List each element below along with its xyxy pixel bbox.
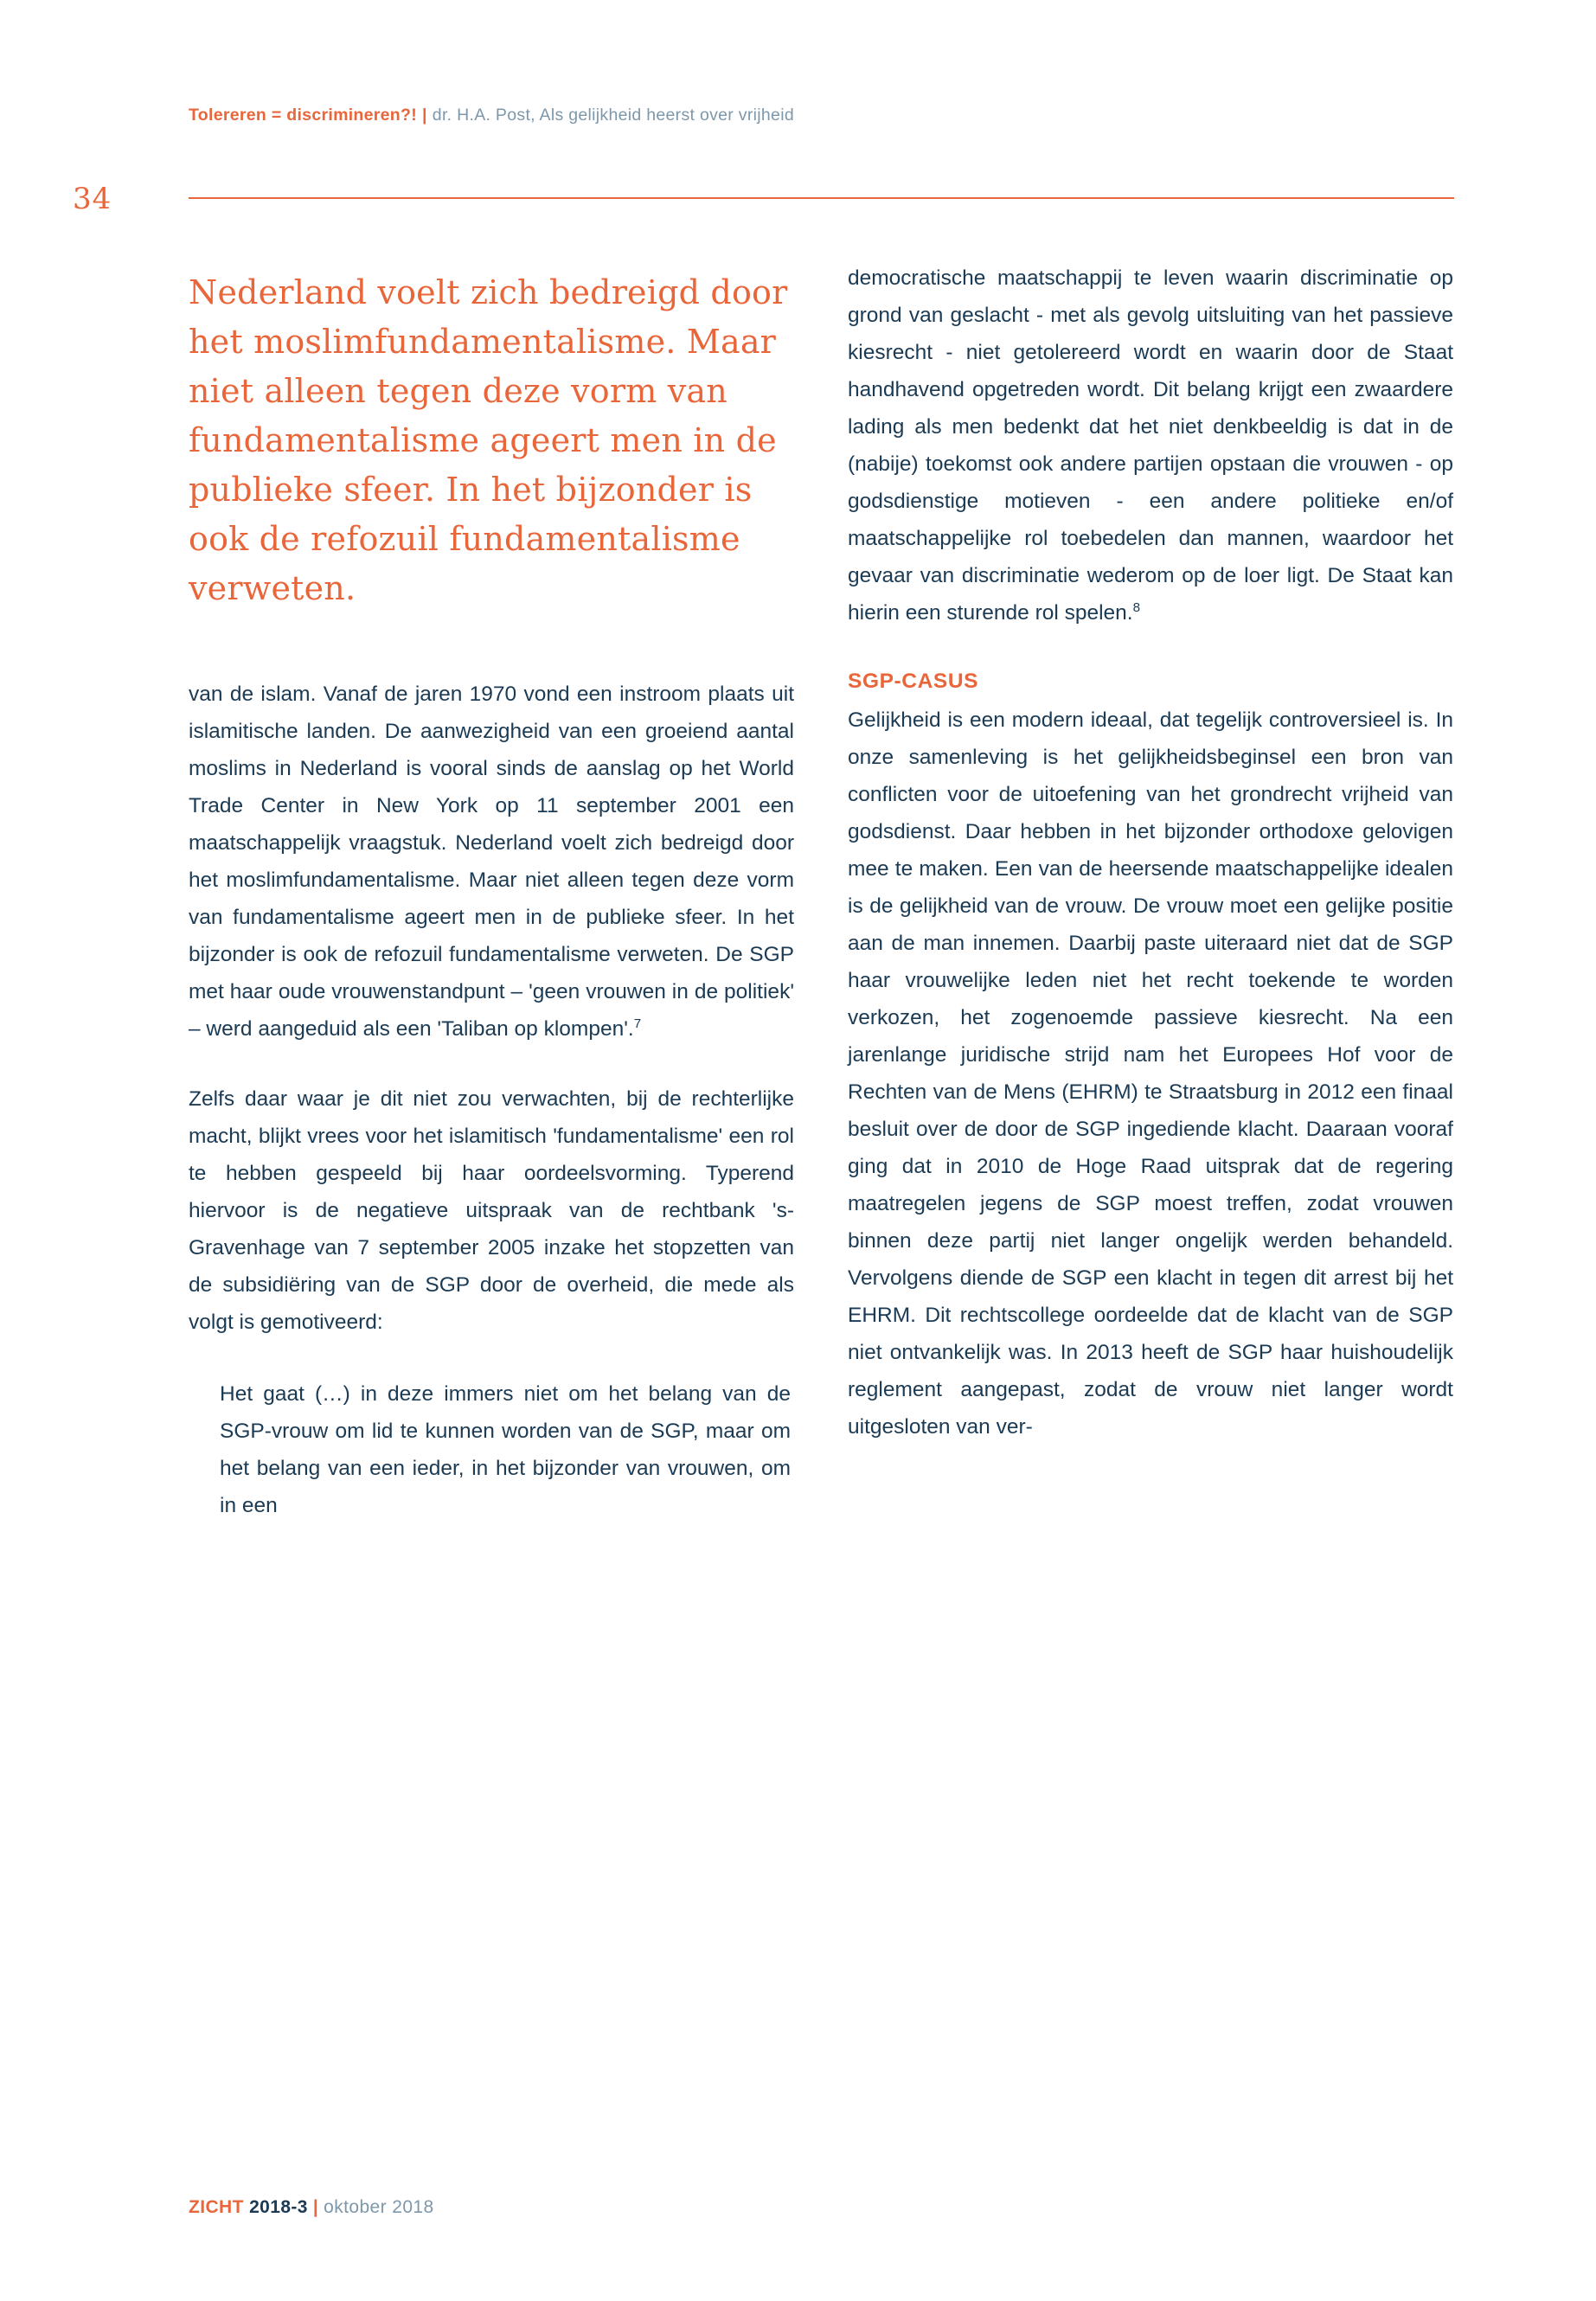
page-number: 34 bbox=[73, 182, 112, 216]
header-subtitle: dr. H.A. Post, Als gelijkheid heerst over vrijheid bbox=[432, 106, 794, 125]
paragraph bbox=[189, 676, 794, 1048]
footer-brand: ZICHT bbox=[189, 2197, 244, 2217]
footer-date: oktober 2018 bbox=[324, 2197, 434, 2217]
pull-quote: Nederland voelt zich bedreigd door het moslimfundamentalisme. Maar niet alleen tegen deze vorm van fundamentalisme ageert men in de publieke sfeer. In het bijzonder is ook de refozuil fundamentalisme verweten. bbox=[189, 273, 788, 607]
header-separator: | bbox=[422, 106, 427, 125]
section-heading: SGP-CASUS bbox=[848, 670, 979, 693]
footer-issue: 2018-3 bbox=[249, 2197, 308, 2217]
running-footer bbox=[189, 2197, 434, 2218]
paragraph-text: democratische maatschappij te leven waarin discriminatie op grond van geslacht - met als gevolg uitsluiting van het passieve kiesrecht - niet getolereerd wordt en waarin door de Staat handhavend opgetreden wordt. Dit belang krijgt een zwaardere lading als men bedenkt dat het niet denkbeeldig is dat in de (nabije) toekomst ook andere partijen opstaan die vrouwen - op godsdienstige motieven - een andere politieke en/of maatschappelijke rol toebedelen dan mannen, waardoor het gevaar van discriminatie wederom op de loer ligt. De Staat kan hierin een sturende rol spelen. bbox=[848, 266, 1453, 625]
footer-separator: | bbox=[312, 2197, 319, 2217]
right-column bbox=[848, 260, 1453, 1445]
footnote-marker: 8 bbox=[1132, 599, 1141, 615]
block-quote: Het gaat (…) in deze immers niet om het belang van de SGP-vrouw om lid te kunnen worden van de SGP, maar om het belang van een ieder, in het bijzonder van vrouwen, om in een bbox=[220, 1382, 791, 1517]
left-column bbox=[189, 260, 794, 1524]
footnote-marker: 7 bbox=[633, 1016, 642, 1031]
paragraph: Zelfs daar waar je dit niet zou verwachten, bij de rechterlijke macht, blijkt vrees voor het islamitisch 'fundamentalisme' een rol te hebben gespeeld bij haar oordeelsvorming. Typerend hiervoor is de negatieve uitspraak van de rechtbank 's-Gravenhage van 7 september 2005 inzake het stopzetten van de subsidiëring van de SGP door de overheid, die mede als volgt is gemotiveerd: bbox=[189, 1087, 794, 1334]
header-divider bbox=[189, 197, 1454, 199]
paragraph bbox=[848, 260, 1453, 631]
paragraph: Gelijkheid is een modern ideaal, dat tegelijk controversieel is. In onze samenleving is het gelijkheidsbeginsel een bron van conflicten voor de uitoefening van het grondrecht vrijheid van godsdienst. Daar hebben in het bijzonder orthodoxe gelovigen mee te maken. Een van de heersende maatschappelijke idealen is de gelijkheid van de vrouw. De vrouw moet een gelijke positie aan de man innemen. Daarbij paste uiteraard niet dat de SGP haar vrouwelijke leden niet het recht toekende te worden verkozen, het zogenoemde passieve kiesrecht. Na een jarenlange juridische strijd nam het Europees Hof voor de Rechten van de Mens (EHRM) te Straatsburg in 2012 een finaal besluit over de door de SGP ingediende klacht. Daaraan vooraf ging dat in 2010 de Hoge Raad uitsprak dat de regering maatregelen jegens de SGP moest treffen, zodat vrouwen binnen deze partij niet langer ongelijk werden behandeld. Vervolgens diende de SGP een klacht in tegen dit arrest bij het EHRM. Dit rechtscollege oordeelde dat de klacht van de SGP niet ontvankelijk was. In 2013 heeft de SGP haar huishoudelijk reglement aangepast, zodat de vrouw niet langer wordt uitgesloten van ver- bbox=[848, 708, 1453, 1439]
paragraph-text: van de islam. Vanaf de jaren 1970 vond een instroom plaats uit islamitische landen. De aanwezigheid van een groeiend aantal moslims in Nederland is vooral sinds de aanslag op het World Trade Center in New York op 11 september 2001 een maatschappelijk vraagstuk. Nederland voelt zich bedreigd door het moslimfundamentalisme. Maar niet alleen tegen deze vorm van fundamentalisme ageert men in de publieke sfeer. In het bijzonder is ook de refozuil fundamentalisme verweten. De SGP met haar oude vrouwenstandpunt – 'geen vrouwen in de politiek' – werd aangeduid als een 'Taliban op klompen'. bbox=[189, 683, 794, 1041]
header-title: Tolereren = discrimineren?! bbox=[189, 106, 418, 125]
running-header bbox=[189, 106, 1452, 125]
